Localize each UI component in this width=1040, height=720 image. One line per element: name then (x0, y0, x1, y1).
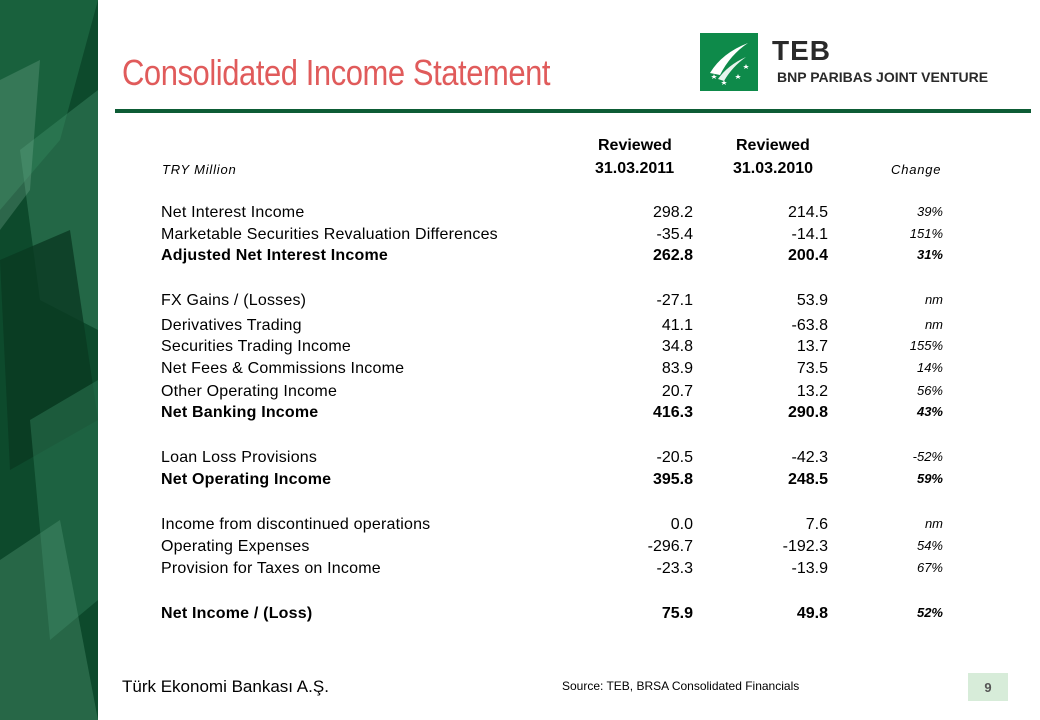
page-number: 9 (968, 673, 1008, 701)
row-value-2010: -13.9 (791, 560, 828, 577)
row-change: 59% (916, 471, 943, 486)
row-value-2010: 7.6 (805, 516, 828, 533)
row-change: 56% (916, 383, 943, 398)
row-value-2011: -23.3 (656, 560, 693, 577)
table-row (0, 226, 1040, 246)
table-row (0, 317, 1040, 337)
row-value-2010: 290.8 (787, 404, 828, 421)
row-change: -52% (912, 449, 943, 464)
source-note: Source: TEB, BRSA Consolidated Financials (562, 679, 800, 693)
row-change: 43% (916, 404, 943, 419)
row-label: Net Income / (Loss) (161, 605, 313, 622)
row-label: Income from discontinued operations (161, 516, 431, 533)
row-change: 155% (909, 338, 943, 353)
row-value-2011: 83.9 (661, 360, 693, 377)
row-change: 67% (916, 560, 943, 575)
row-label: Net Banking Income (161, 404, 319, 421)
table-row (0, 471, 1040, 491)
row-value-2011: 0.0 (670, 516, 693, 533)
logo-tagline: BNP PARIBAS JOINT VENTURE (777, 69, 989, 85)
row-value-2010: -42.3 (791, 449, 828, 466)
row-change: 151% (909, 226, 943, 241)
table-row (0, 538, 1040, 558)
row-value-2011: -27.1 (656, 292, 693, 309)
row-value-2011: 34.8 (661, 338, 693, 355)
col2-date: 31.03.2010 (733, 160, 814, 177)
col2-status: Reviewed (736, 137, 810, 154)
row-value-2010: 49.8 (796, 605, 828, 622)
table-row (0, 338, 1040, 358)
row-label: Net Interest Income (161, 204, 305, 221)
row-value-2010: 13.7 (796, 338, 828, 355)
row-label: FX Gains / (Losses) (161, 292, 307, 309)
table-row (0, 247, 1040, 267)
row-value-2011: -296.7 (647, 538, 693, 555)
row-value-2010: 73.5 (796, 360, 828, 377)
table-row (0, 605, 1040, 625)
logo-name: TEB (772, 35, 831, 66)
row-value-2011: 41.1 (661, 317, 693, 334)
header-divider (115, 109, 1031, 113)
row-change: nm (924, 292, 943, 307)
row-label: Net Fees & Commissions Income (161, 360, 405, 377)
row-value-2010: 53.9 (796, 292, 828, 309)
page-title: Consolidated Income Statement (122, 52, 551, 93)
row-change: 31% (916, 247, 943, 262)
row-value-2011: 395.8 (652, 471, 693, 488)
row-label: Marketable Securities Revaluation Differences (161, 226, 498, 243)
row-label: Adjusted Net Interest Income (161, 247, 388, 264)
table-row (0, 449, 1040, 469)
row-label: Loan Loss Provisions (161, 449, 318, 466)
col1-date: 31.03.2011 (595, 160, 675, 177)
company-name: Türk Ekonomi Bankası A.Ş. (122, 677, 329, 696)
row-value-2010: -14.1 (791, 226, 828, 243)
table-row (0, 516, 1040, 536)
row-label: Provision for Taxes on Income (161, 560, 381, 577)
unit-label: TRY Million (162, 162, 237, 177)
row-change: nm (924, 516, 943, 531)
row-value-2010: -63.8 (791, 317, 828, 334)
row-value-2011: 416.3 (652, 404, 693, 421)
row-value-2010: -192.3 (782, 538, 828, 555)
col1-status: Reviewed (598, 137, 672, 154)
row-value-2010: 13.2 (796, 383, 828, 400)
table-row (0, 560, 1040, 580)
row-value-2011: 75.9 (661, 605, 693, 622)
row-label: Other Operating Income (161, 383, 338, 400)
row-label: Derivatives Trading (161, 317, 302, 334)
table-row (0, 383, 1040, 403)
row-change: 54% (916, 538, 943, 553)
row-value-2011: 20.7 (661, 383, 693, 400)
table-row (0, 292, 1040, 312)
row-value-2010: 248.5 (787, 471, 828, 488)
table-row (0, 204, 1040, 224)
teb-logo (700, 33, 1030, 91)
row-label: Operating Expenses (161, 538, 310, 555)
table-row (0, 360, 1040, 380)
row-change: 52% (916, 605, 943, 620)
row-value-2011: -20.5 (656, 449, 693, 466)
row-label: Net Operating Income (161, 471, 332, 488)
stars-icon (700, 33, 758, 91)
row-value-2010: 214.5 (787, 204, 828, 221)
row-change: 39% (916, 204, 943, 219)
change-header: Change (891, 162, 942, 177)
row-change: 14% (916, 360, 943, 375)
row-label: Securities Trading Income (161, 338, 351, 355)
row-value-2011: 262.8 (652, 247, 693, 264)
row-value-2011: -35.4 (656, 226, 693, 243)
row-value-2011: 298.2 (652, 204, 693, 221)
table-row (0, 404, 1040, 424)
row-value-2010: 200.4 (787, 247, 828, 264)
row-change: nm (924, 317, 943, 332)
